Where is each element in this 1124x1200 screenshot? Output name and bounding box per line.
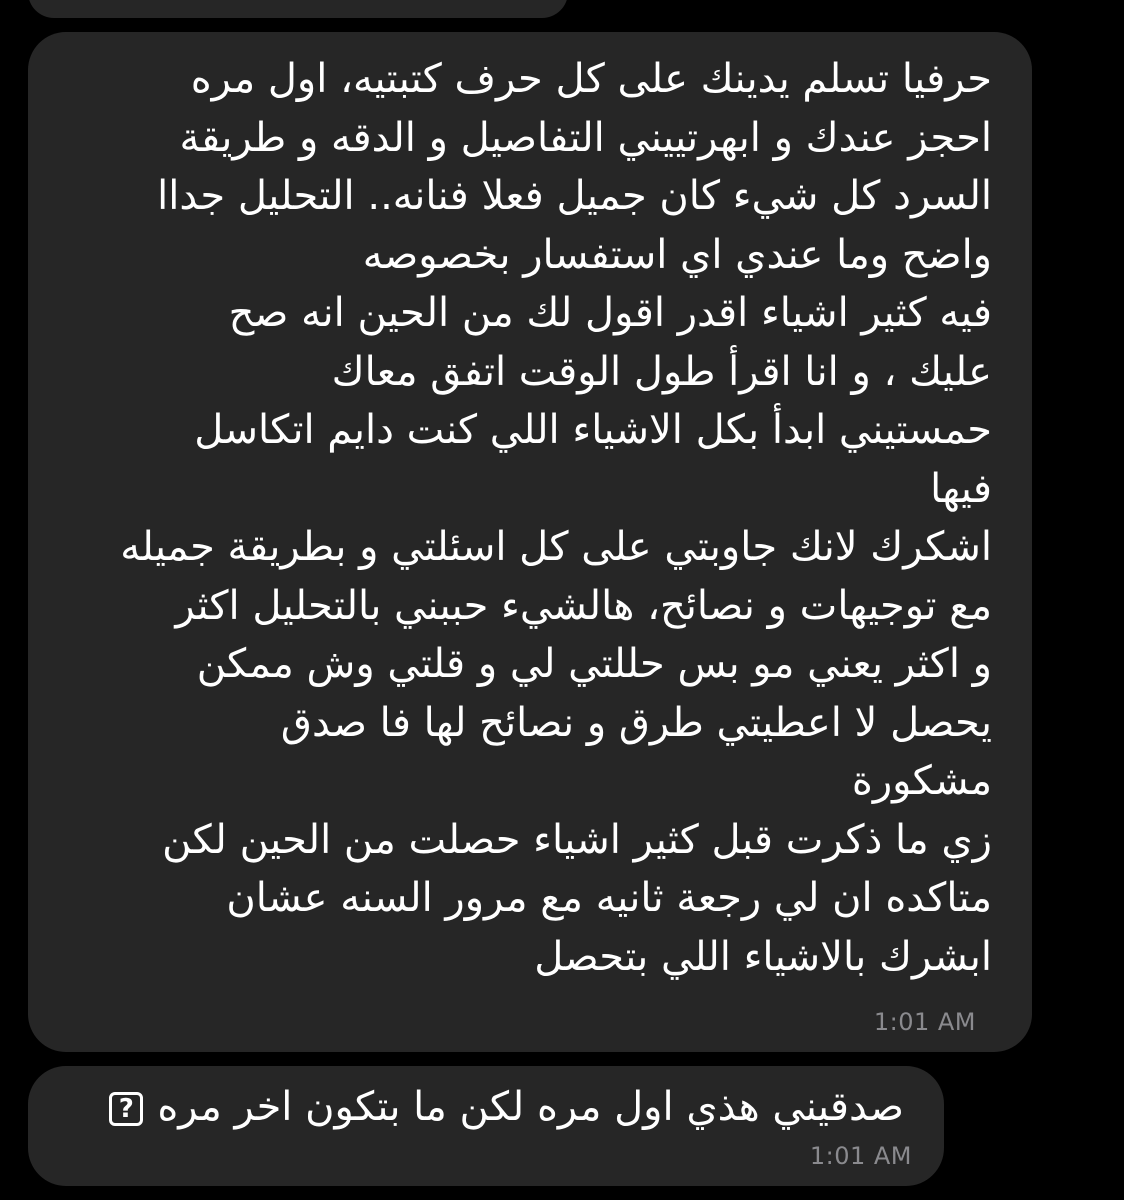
message-line: عليك ، و انا اقرأ طول الوقت اتفق معاك bbox=[331, 348, 992, 395]
message-line: السرد كل شيء كان جميل فعلا فنانه.. التحليل جداا bbox=[157, 173, 992, 219]
message-bubble[interactable] bbox=[28, 32, 1032, 1052]
message-line: اشكرك لانك جاوبتي على كل اسئلتي و بطريقة جميله bbox=[120, 524, 992, 570]
unknown-character-icon: ? bbox=[109, 1092, 143, 1126]
message-line: حمستيني ابدأ بكل الاشياء اللي كنت دايم اتكاسل bbox=[194, 407, 992, 453]
message-text bbox=[72, 50, 992, 986]
message-line: متاكده ان لي رجعة ثانيه مع مرور السنه عشان bbox=[226, 875, 992, 921]
message-timestamp: 1:01 AM bbox=[873, 1008, 976, 1036]
message-line: فيه كثير اشياء اقدر اقول لك من الحين انه صح bbox=[228, 290, 992, 336]
message-line: فيها bbox=[930, 465, 992, 512]
message-timestamp: 1:01 AM bbox=[809, 1142, 912, 1170]
message-line: احجز عندك و ابهرتييني التفاصيل و الدقه و طريقة bbox=[179, 114, 992, 161]
message-line: مشكورة bbox=[851, 758, 992, 804]
message-line: مع توجيهات و نصائح، هالشيء حببني بالتحليل اكثر bbox=[175, 582, 992, 629]
message-bubble[interactable] bbox=[28, 1066, 944, 1186]
message-line: زي ما ذكرت قبل كثير اشياء حصلت من الحين لكن bbox=[162, 816, 992, 863]
message-line: ابشرك بالاشياء اللي بتحصل bbox=[534, 933, 992, 980]
previous-message-bubble[interactable] bbox=[28, 0, 568, 18]
message-line: و اكثر يعني مو بس حللتي لي و قلتي وش ممكن bbox=[196, 641, 992, 687]
message-line: واضح وما عندي اي استفسار بخصوصه bbox=[362, 231, 992, 278]
message-line: حرفيا تسلم يدينك على كل حرف كتبتيه، اول مره bbox=[190, 56, 992, 102]
message-text bbox=[44, 1078, 904, 1137]
message-line: يحصل لا اعطيتي طرق و نصائح لها فا صدق bbox=[280, 699, 992, 746]
message-line bbox=[44, 1078, 904, 1137]
message-line-text: صدقيني هذي اول مره لكن ما بتكون اخر مره bbox=[157, 1084, 904, 1130]
